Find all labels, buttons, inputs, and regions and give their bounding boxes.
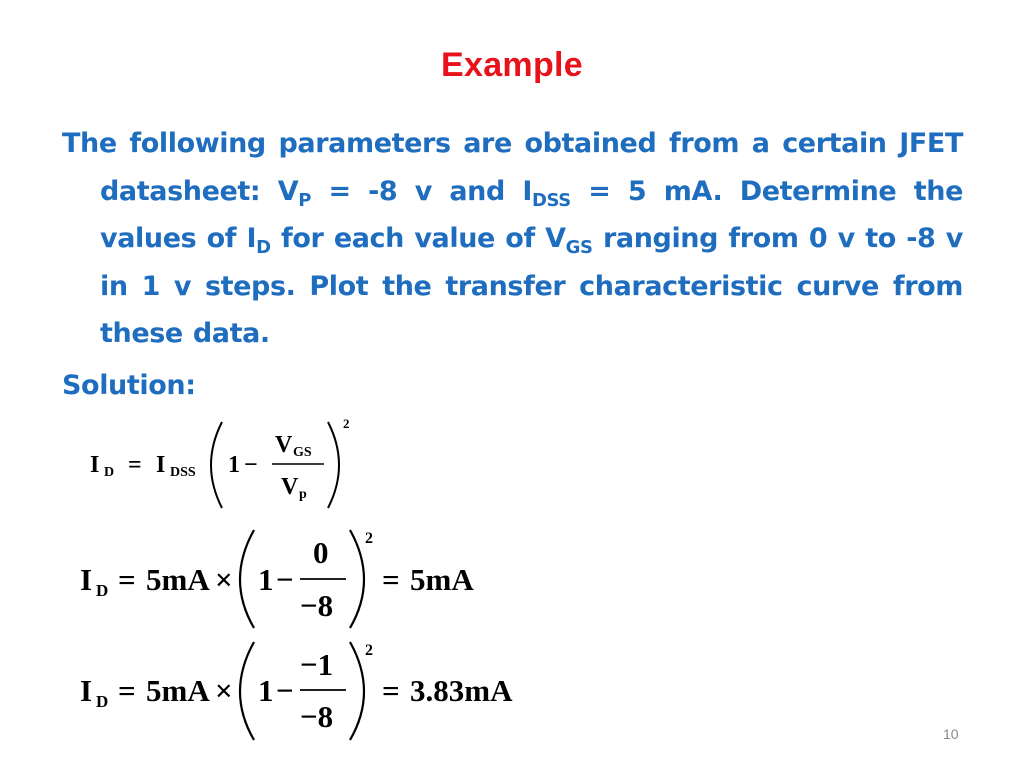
- eq1-lhs-sub: D: [96, 581, 109, 600]
- formula-numerator: V: [275, 432, 293, 458]
- eq2-exponent: 2: [365, 642, 373, 659]
- problem-text-3: = 5 mA. Determine the values of I: [100, 175, 963, 254]
- eq1-coef: 5mA: [146, 562, 210, 597]
- subscript-gs: GS: [565, 237, 593, 258]
- formula-lhs: I: [90, 452, 100, 478]
- formula-lhs-sub: D: [104, 465, 115, 480]
- slide-title: Example: [441, 46, 583, 84]
- eq2-numerator: −1: [300, 647, 334, 682]
- eq2-equals: =: [118, 673, 136, 708]
- eq2-times: ×: [215, 673, 233, 708]
- eq2-lhs-sub: D: [96, 692, 109, 711]
- eq1-equals-2: =: [382, 562, 400, 597]
- eq1-lhs: I: [80, 562, 93, 597]
- eq2-coef: 5mA: [146, 673, 210, 708]
- formula-denominator: V: [281, 474, 299, 500]
- eq2-denominator: −8: [300, 699, 334, 734]
- eq1-denominator: −8: [300, 588, 334, 623]
- formula-minus: −: [244, 452, 258, 478]
- problem-text-1: The following parameters are obtained from a certain JFET datasheet: V: [62, 128, 963, 207]
- solution-label: Solution:: [62, 370, 196, 401]
- formula-one: 1: [228, 452, 240, 478]
- eq2-right-paren: [350, 642, 364, 740]
- formula-coef-sub: DSS: [170, 465, 196, 480]
- eq1-equals: =: [118, 562, 136, 597]
- formula-denominator-sub: p: [299, 487, 307, 502]
- formula-coef: I: [156, 452, 166, 478]
- eq1-result: 5mA: [410, 562, 474, 597]
- formula-exponent: 2: [343, 416, 350, 431]
- formula-numerator-sub: GS: [293, 445, 312, 460]
- eq2-one: 1: [258, 673, 274, 708]
- eq2-left-paren: [240, 642, 254, 740]
- eq2-equals-2: =: [382, 673, 400, 708]
- eq1-minus: −: [276, 562, 294, 597]
- eq1-times: ×: [215, 562, 233, 597]
- problem-text-4: for each value of V: [270, 223, 566, 254]
- subscript-p: P: [298, 189, 312, 211]
- problem-text-2: = -8 v and I: [311, 175, 532, 207]
- eq1-numerator: 0: [313, 535, 329, 570]
- page-number: 10: [943, 726, 959, 742]
- eq1-one: 1: [258, 562, 274, 597]
- eq2-minus: −: [276, 673, 294, 708]
- eq1-exponent: 2: [365, 530, 373, 547]
- subscript-dss: DSS: [531, 189, 571, 211]
- eq2-result: 3.83mA: [410, 673, 513, 708]
- subscript-d: D: [256, 237, 271, 258]
- formula-equals: =: [128, 452, 142, 478]
- problem-text-5: ranging from 0 v to -8 v in 1 v steps. Plot the transfer characteristic curve from these data.: [100, 223, 963, 349]
- eq2-lhs: I: [80, 673, 93, 708]
